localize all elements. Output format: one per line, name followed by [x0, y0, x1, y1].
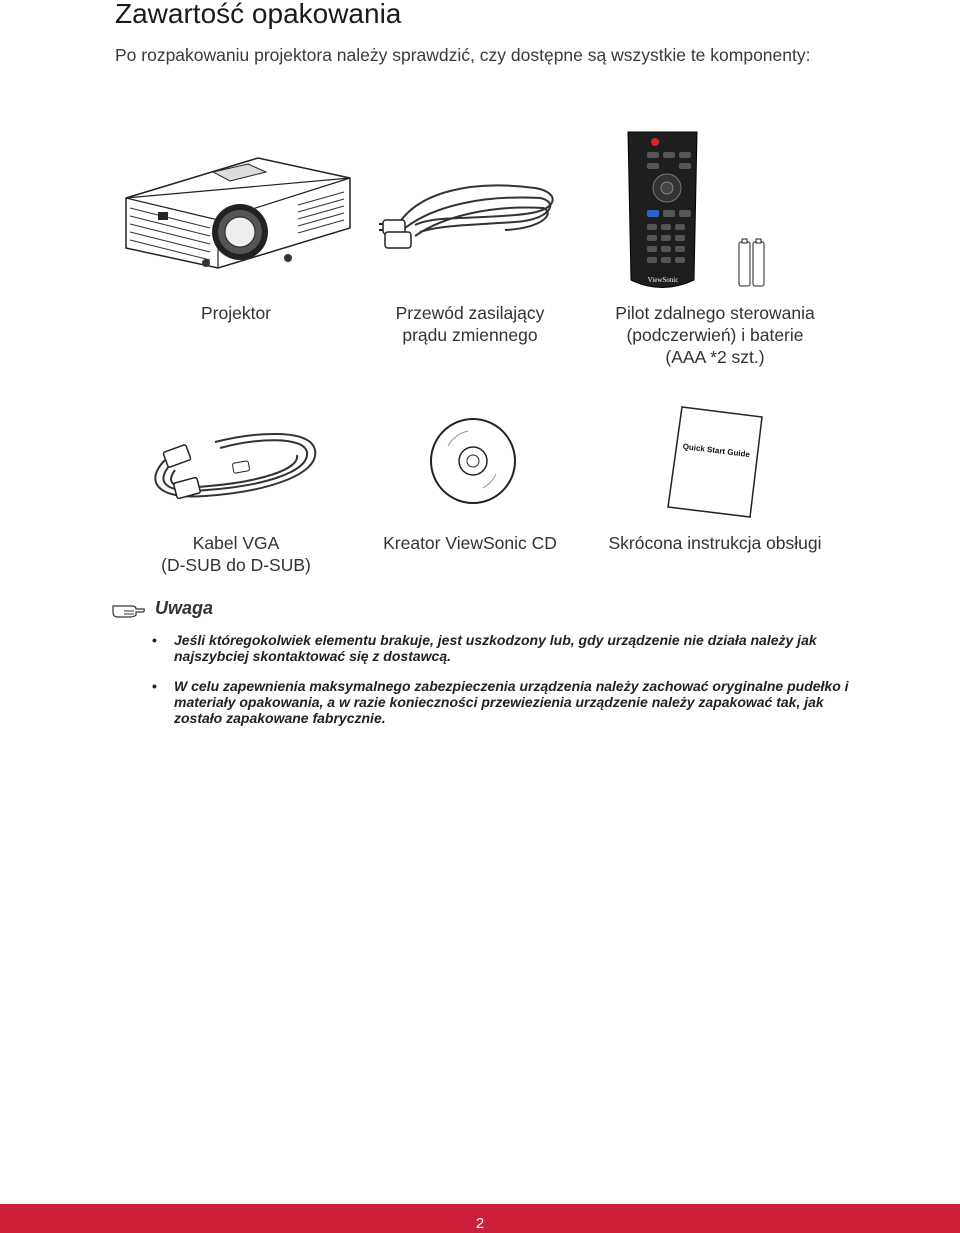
caption-vga-cable: Kabel VGA (D-SUB do D-SUB): [161, 533, 311, 575]
cd-image: [428, 416, 518, 506]
caption-power-cord: Przewód zasilający prądu zmiennego: [395, 303, 545, 345]
pointing-hand-icon: [112, 600, 146, 618]
note-list: [150, 632, 850, 740]
vga-cable-image: [145, 420, 325, 510]
guide-cover-title: Quick Start Guide: [682, 441, 751, 460]
remote-control-image: [625, 130, 700, 295]
caption-cd: Kreator ViewSonic CD: [383, 533, 557, 553]
power-cord-image: [375, 170, 565, 255]
guide-image: [662, 405, 767, 520]
note-bullet: • Jeśli któregokolwiek elementu brakuje, jest uszkodzony lub, gdy urządzenie nie działa należy jak najszybciej skontaktować się z dostawcą.: [152, 632, 817, 664]
page-number: 2: [475, 1215, 485, 1232]
batteries-image: [737, 238, 767, 288]
page-title: Zawartość opakowania: [115, 0, 402, 29]
caption-projector: Projektor: [200, 303, 272, 323]
caption-remote: Pilot zdalnego sterowania (podczerwień) i baterie (AAA *2 szt.): [615, 303, 815, 367]
caption-guide: Skrócona instrukcja obsługi: [608, 533, 822, 553]
intro-text: Po rozpakowaniu projektora należy sprawdzić, czy dostępne są wszystkie te komponenty:: [115, 45, 811, 65]
note-heading: Uwaga: [155, 598, 214, 618]
note-bullet: • W celu zapewnienia maksymalnego zabezpieczenia urządzenia należy zachować oryginalne pudełko i materiały opakowania, a w razie konieczności przewiezienia urządzenie należy zapakować tak, jak zostało zapakowane fabrycznie.: [152, 678, 849, 726]
projector-image: [118, 150, 358, 275]
remote-brand-label: ViewSonic: [647, 276, 679, 284]
